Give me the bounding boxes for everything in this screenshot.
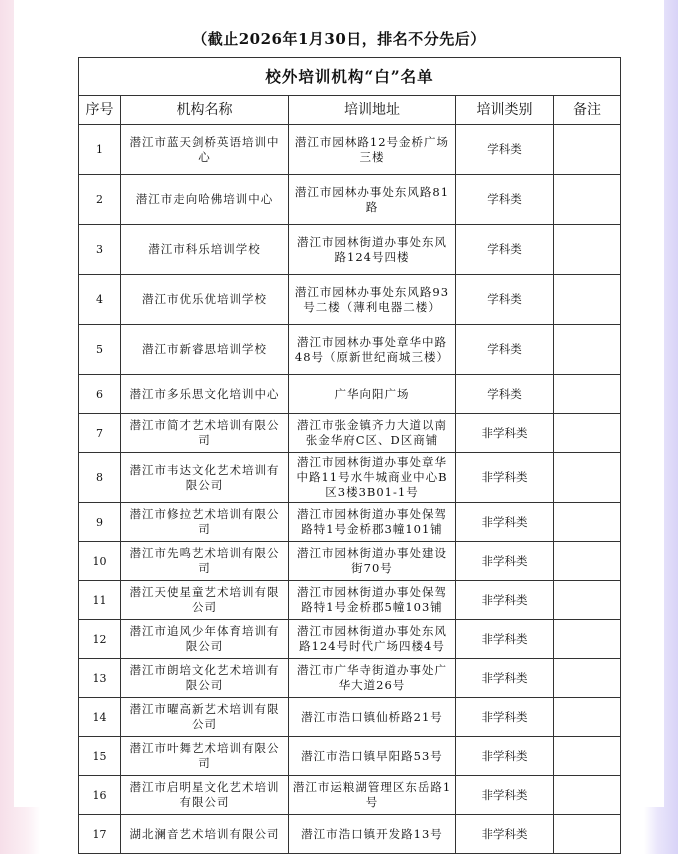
cell-address: 潜江市运粮湖管理区东岳路1号	[289, 776, 456, 815]
cell-category: 非学科类	[456, 776, 554, 815]
cell-remark	[554, 581, 621, 620]
cell-name: 潜江市朗培文化艺术培训有限公司	[121, 659, 289, 698]
cell-category: 学科类	[456, 125, 554, 175]
header-category: 培训类别	[456, 96, 554, 125]
cell-seq: 13	[79, 659, 121, 698]
cell-name: 潜江市先鸣艺术培训有限公司	[121, 542, 289, 581]
cell-name: 潜江市优乐优培训学校	[121, 275, 289, 325]
cell-seq: 10	[79, 542, 121, 581]
cell-address: 潜江市园林街道办事处保驾路特1号金桥郡5幢103铺	[289, 581, 456, 620]
cell-category: 非学科类	[456, 503, 554, 542]
cell-remark	[554, 453, 621, 503]
table-row	[79, 453, 621, 503]
cell-name: 潜江市多乐思文化培训中心	[121, 375, 289, 414]
table-row	[79, 542, 621, 581]
cell-name: 潜江市曜高新艺术培训有限公司	[121, 698, 289, 737]
cell-seq: 11	[79, 581, 121, 620]
cell-remark	[554, 659, 621, 698]
cutoff-note: （截止2026年1月30日，排名不分先后）	[192, 30, 486, 48]
cell-address: 潜江市浩口镇仙桥路21号	[289, 698, 456, 737]
cell-name: 潜江市新睿思培训学校	[121, 325, 289, 375]
cell-name: 潜江市走向哈佛培训中心	[121, 175, 289, 225]
cell-name: 潜江市韦达文化艺术培训有限公司	[121, 453, 289, 503]
cell-name: 潜江市简才艺术培训有限公司	[121, 414, 289, 453]
cell-remark	[554, 503, 621, 542]
cell-remark	[554, 698, 621, 737]
cell-remark	[554, 815, 621, 854]
cell-address: 潜江市园林街道办事处建设街70号	[289, 542, 456, 581]
cell-seq: 12	[79, 620, 121, 659]
cell-address: 潜江市园林办事处东风路93号二楼（薄利电器二楼）	[289, 275, 456, 325]
cell-category: 非学科类	[456, 659, 554, 698]
cell-remark	[554, 737, 621, 776]
header-address: 培训地址	[289, 96, 456, 125]
cell-name: 潜江市叶舞艺术培训有限公司	[121, 737, 289, 776]
table-row	[79, 175, 621, 225]
cell-seq: 2	[79, 175, 121, 225]
cell-category: 非学科类	[456, 815, 554, 854]
table-row	[79, 737, 621, 776]
cell-seq: 9	[79, 503, 121, 542]
cell-remark	[554, 125, 621, 175]
cell-address: 潜江市浩口镇开发路13号	[289, 815, 456, 854]
cell-remark	[554, 375, 621, 414]
cell-seq: 1	[79, 125, 121, 175]
cell-seq: 4	[79, 275, 121, 325]
cell-address: 潜江市园林路12号金桥广场三楼	[289, 125, 456, 175]
cell-category: 非学科类	[456, 414, 554, 453]
table-row	[79, 581, 621, 620]
cell-remark	[554, 175, 621, 225]
cell-category: 非学科类	[456, 453, 554, 503]
cell-seq: 5	[79, 325, 121, 375]
table-row	[79, 225, 621, 275]
cell-name: 潜江市科乐培训学校	[121, 225, 289, 275]
cell-seq: 3	[79, 225, 121, 275]
table-row	[79, 815, 621, 854]
cell-category: 非学科类	[456, 620, 554, 659]
cell-category: 非学科类	[456, 542, 554, 581]
cell-name: 潜江市蓝天剑桥英语培训中心	[121, 125, 289, 175]
cell-category: 学科类	[456, 225, 554, 275]
cell-category: 学科类	[456, 375, 554, 414]
table-row	[79, 375, 621, 414]
table-row	[79, 503, 621, 542]
cell-address: 潜江市园林街道办事处保驾路特1号金桥郡3幢101铺	[289, 503, 456, 542]
cell-address: 潜江市园林办事处章华中路48号（原新世纪商城三楼）	[289, 325, 456, 375]
cell-name: 潜江天使星童艺术培训有限公司	[121, 581, 289, 620]
cell-remark	[554, 620, 621, 659]
header-seq: 序号	[79, 96, 121, 125]
cell-category: 学科类	[456, 325, 554, 375]
cell-remark	[554, 275, 621, 325]
cell-address: 潜江市园林街道办事处章华中路11号水牛城商业中心B区3楼3B01-1号	[289, 453, 456, 503]
table-row	[79, 275, 621, 325]
table-header-row	[79, 96, 621, 125]
cell-address: 潜江市园林街道办事处东风路124号四楼	[289, 225, 456, 275]
cell-seq: 16	[79, 776, 121, 815]
table-row	[79, 620, 621, 659]
cell-remark	[554, 414, 621, 453]
cell-remark	[554, 225, 621, 275]
document-page	[14, 0, 664, 841]
cell-seq: 17	[79, 815, 121, 854]
header-name: 机构名称	[121, 96, 289, 125]
cell-remark	[554, 325, 621, 375]
cell-name: 潜江市启明星文化艺术培训有限公司	[121, 776, 289, 815]
whitelist-table	[78, 57, 621, 854]
cell-address: 潜江市广华寺街道办事处广华大道26号	[289, 659, 456, 698]
cell-seq: 14	[79, 698, 121, 737]
cell-category: 非学科类	[456, 737, 554, 776]
cell-category: 非学科类	[456, 698, 554, 737]
cell-name: 湖北澜音艺术培训有限公司	[121, 815, 289, 854]
cell-address: 潜江市园林办事处东风路81路	[289, 175, 456, 225]
cell-seq: 15	[79, 737, 121, 776]
cell-category: 学科类	[456, 275, 554, 325]
table-row	[79, 414, 621, 453]
cell-name: 潜江市追风少年体育培训有限公司	[121, 620, 289, 659]
cell-address: 潜江市浩口镇早阳路53号	[289, 737, 456, 776]
table-title: 校外培训机构“白”名单	[79, 58, 621, 96]
table-row	[79, 698, 621, 737]
cell-seq: 7	[79, 414, 121, 453]
cell-address: 广华向阳广场	[289, 375, 456, 414]
table-row	[79, 659, 621, 698]
table-row	[79, 325, 621, 375]
cell-address: 潜江市园林街道办事处东风路124号时代广场四楼4号	[289, 620, 456, 659]
cell-seq: 8	[79, 453, 121, 503]
cell-address: 潜江市张金镇齐力大道以南张金华府C区、D区商铺	[289, 414, 456, 453]
cell-category: 学科类	[456, 175, 554, 225]
cell-seq: 6	[79, 375, 121, 414]
table-row	[79, 776, 621, 815]
cell-name: 潜江市修拉艺术培训有限公司	[121, 503, 289, 542]
header-remark: 备注	[554, 96, 621, 125]
cell-category: 非学科类	[456, 581, 554, 620]
cell-remark	[554, 776, 621, 815]
cell-remark	[554, 542, 621, 581]
table-row	[79, 125, 621, 175]
